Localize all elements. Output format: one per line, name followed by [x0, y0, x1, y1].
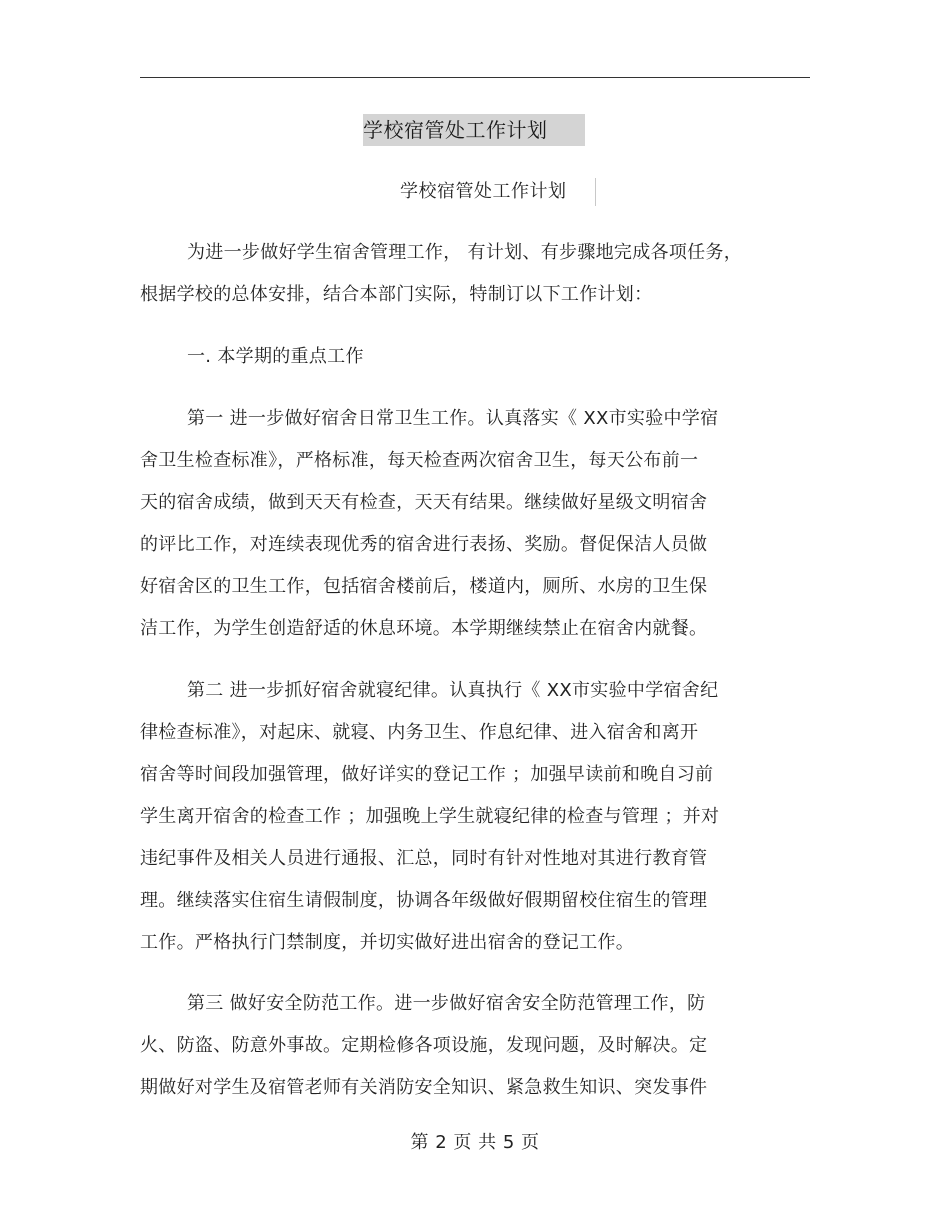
paragraph-line: 为进一步做好学生宿舍管理工作， 有计划、有步骤地完成各项任务， [187, 242, 743, 263]
paragraph-line: 理。继续落实住宿生请假制度，协调各年级做好假期留校住宿生的管理 [140, 890, 708, 911]
paragraph-line: 工作。严格执行门禁制度，并切实做好进出宿舍的登记工作。 [140, 932, 635, 953]
item-3-paragraph [140, 983, 810, 1109]
paragraph-line: 期做好对学生及宿管老师有关消防安全知识、紧急救生知识、突发事件 [140, 1077, 708, 1098]
section-heading-text: 一. 本学期的重点工作 [187, 346, 364, 367]
paragraph-line: 违纪事件及相关人员进行通报、汇总，同时有针对性地对其进行教育管 [140, 848, 708, 869]
paragraph-line: 第三 做好安全防范工作。进一步做好宿舍安全防范管理工作，防 [187, 993, 706, 1014]
text-cursor-mark [595, 178, 596, 206]
paragraph-line: 的评比工作，对连续表现优秀的宿舍进行表扬、奖励。督促保洁人员做 [140, 534, 708, 555]
paragraph-line: 火、防盗、防意外事故。定期检修各项设施，发现问题，及时解决。定 [140, 1035, 708, 1056]
header-rule [140, 77, 810, 78]
item-1-paragraph [140, 398, 810, 650]
document-subtitle: 学校宿管处工作计划 [400, 181, 567, 202]
document-title [363, 114, 585, 146]
paragraph-line: 第二 进一步抓好宿舍就寝纪律。认真执行《 XX市实验中学宿舍纪 [187, 680, 719, 701]
paragraph-line: 律检查标准》，对起床、就寝、内务卫生、作息纪律、进入宿舍和离开 [140, 722, 699, 743]
item-2-paragraph [140, 670, 810, 964]
page-number-footer: 第 2 页 共 5 页 [410, 1132, 540, 1153]
paragraph-line: 根据学校的总体安排，结合本部门实际，特制订以下工作计划： [140, 284, 653, 305]
document-title-text: 学校宿管处工作计划 [363, 118, 548, 142]
section-heading [140, 336, 810, 378]
paragraph-line: 舍卫生检查标准》，严格标准，每天检查两次宿舍卫生，每天公布前一 [140, 450, 699, 471]
paragraph-line: 第一 进一步做好宿舍日常卫生工作。认真落实《 XX市实验中学宿 [187, 408, 719, 429]
paragraph-line: 洁工作，为学生创造舒适的休息环境。本学期继续禁止在宿舍内就餐。 [140, 618, 708, 639]
paragraph-line: 学生离开宿舍的检查工作 ；加强晚上学生就寝纪律的检查与管理 ；并对 [140, 806, 720, 827]
intro-paragraph [140, 232, 810, 316]
paragraph-line: 好宿舍区的卫生工作，包括宿舍楼前后，楼道内，厕所、水房的卫生保 [140, 576, 708, 597]
paragraph-line: 天的宿舍成绩，做到天天有检查，天天有结果。继续做好星级文明宿舍 [140, 492, 708, 513]
paragraph-line: 宿舍等时间段加强管理，做好详实的登记工作 ；加强早读前和晚自习前 [140, 764, 714, 785]
